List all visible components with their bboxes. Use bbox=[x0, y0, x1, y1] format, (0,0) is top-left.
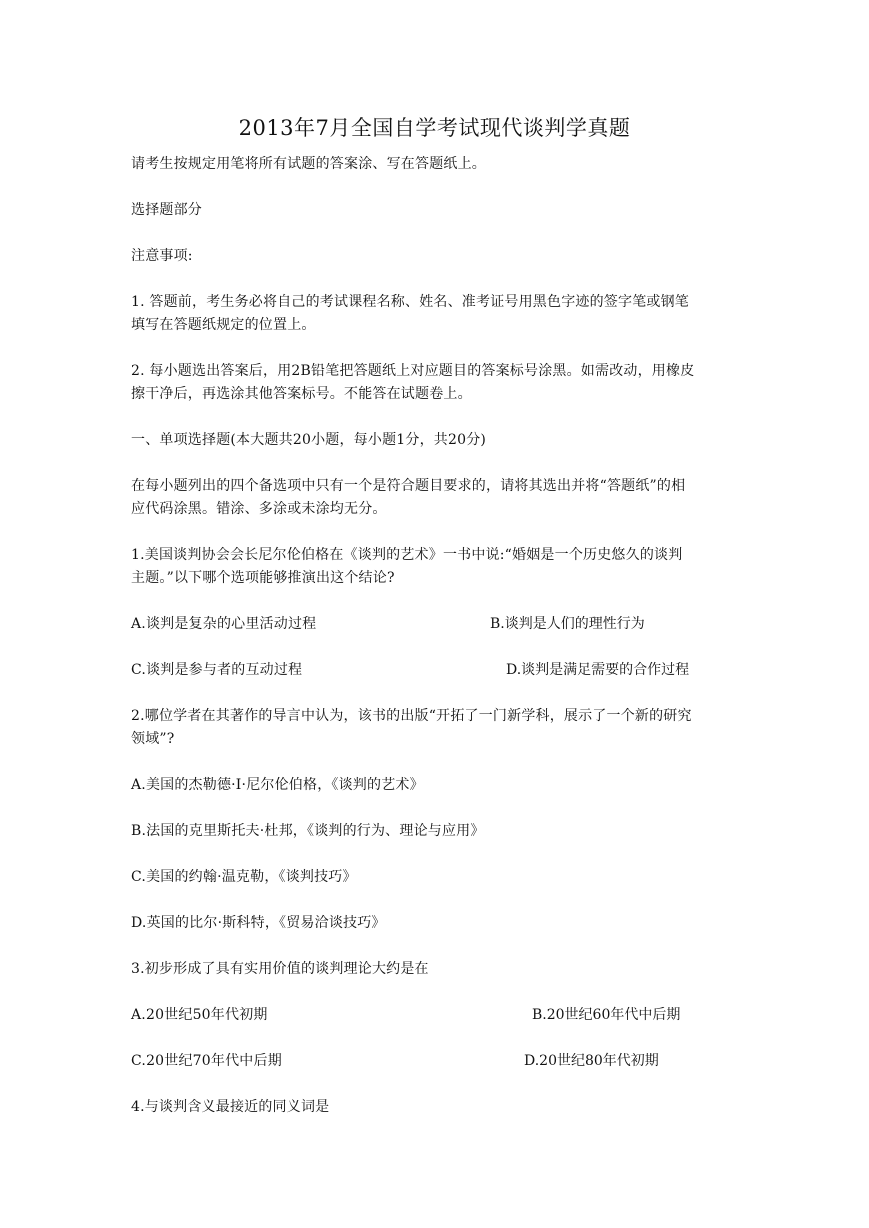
question-3-option-a: A.20世纪50年代初期 bbox=[131, 1007, 268, 1023]
question-2-option-d: D.英国的比尔·斯科特，《贸易洽谈技巧》 bbox=[131, 915, 386, 931]
question-2-option-a: A.美国的杰勒德·I·尼尔伦伯格，《谈判的艺术》 bbox=[131, 777, 424, 793]
question-3-text: 3.初步形成了具有实用价值的谈判理论大约是在 bbox=[131, 961, 429, 977]
question-1-option-c: C.谈判是参与者的互动过程 bbox=[131, 662, 303, 678]
page-title: 2013年7月全国自学考试现代谈判学真题 bbox=[238, 116, 631, 140]
part-instruction-line-2: 应代码涂黑。错涂、多涂或未涂均无分。 bbox=[131, 501, 387, 517]
question-2-option-b: B.法国的克里斯托夫·杜邦，《谈判的行为、理论与应用》 bbox=[131, 823, 485, 839]
question-3-option-b: B.20世纪60年代中后期 bbox=[532, 1007, 681, 1023]
question-2-line-1: 2.哪位学者在其著作的导言中认为，该书的出版“开拓了一门新学科，展示了一个新的研究 bbox=[131, 708, 692, 724]
notice-2-line-2: 擦干净后，再选涂其他答案标号。不能答在试题卷上。 bbox=[131, 386, 472, 402]
question-2-option-c: C.美国的约翰·温克勒，《谈判技巧》 bbox=[131, 869, 357, 885]
notice-1-line-2: 填写在答题纸规定的位置上。 bbox=[131, 317, 316, 333]
question-3-option-c: C.20世纪70年代中后期 bbox=[131, 1053, 282, 1069]
question-3-option-d: D.20世纪80年代初期 bbox=[524, 1053, 659, 1069]
question-1-option-b: B.谈判是人们的理性行为 bbox=[490, 616, 645, 632]
part-heading: 一、单项选择题(本大题共20小题，每小题1分，共20分) bbox=[131, 432, 487, 448]
question-1-line-2: 主题。”以下哪个选项能够推演出这个结论? bbox=[131, 570, 395, 586]
part-instruction-line-1: 在每小题列出的四个备选项中只有一个是符合题目要求的，请将其选出并将“答题纸”的相 bbox=[131, 478, 686, 494]
section-heading: 选择题部分 bbox=[131, 202, 202, 218]
notice-1-line-1: 1. 答题前，考生务必将自己的考试课程名称、姓名、准考证号用黑色字迹的签字笔或钢笔 bbox=[131, 294, 690, 310]
question-2-line-2: 领域”? bbox=[131, 731, 175, 747]
question-1-option-a: A.谈判是复杂的心里活动过程 bbox=[131, 616, 317, 632]
question-1-option-d: D.谈判是满足需要的合作过程 bbox=[506, 662, 690, 678]
instruction-text: 请考生按规定用笔将所有试题的答案涂、写在答题纸上。 bbox=[131, 156, 486, 172]
question-1-line-1: 1.美国谈判协会会长尼尔伦伯格在《谈判的艺术》一书中说:“婚姻是一个历史悠久的谈判 bbox=[131, 547, 683, 563]
notice-heading: 注意事项: bbox=[131, 248, 193, 264]
notice-2-line-1: 2. 每小题选出答案后，用2B铅笔把答题纸上对应题目的答案标号涂黑。如需改动，用橡皮 bbox=[131, 363, 695, 379]
question-4-text: 4.与谈判含义最接近的同义词是 bbox=[131, 1099, 330, 1115]
